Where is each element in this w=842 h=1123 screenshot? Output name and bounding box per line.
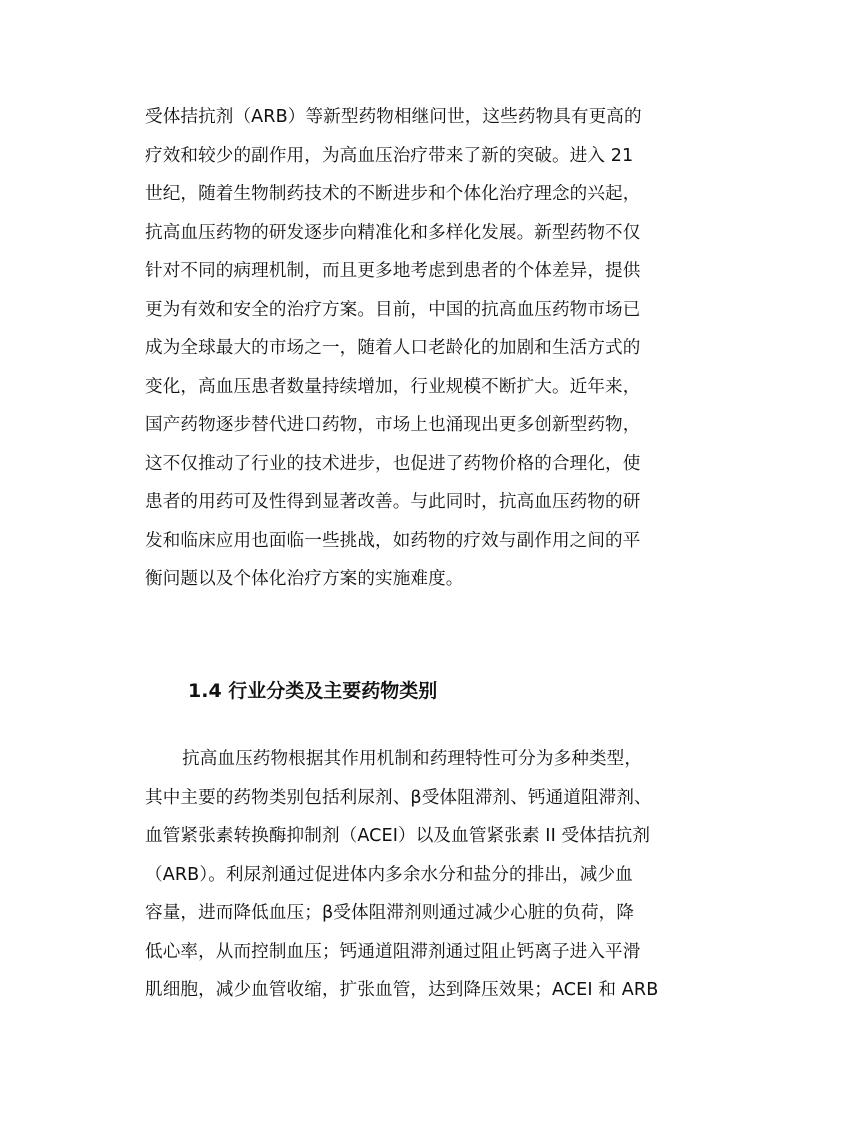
text-line: 变化，高血压患者数量持续增加，行业规模不断扩大。近年来， [145,376,641,397]
text-line: 更为有效和安全的治疗方案。目前，中国的抗高血压药物市场已 [145,299,641,320]
text-line: 其中主要的药物类别包括利尿剂、β受体阻滞剂、钙通道阻滞剂、 [145,787,652,808]
paragraph-drug-categories [145,740,705,1010]
text-line: （ARB）。利尿剂通过促进体内多余水分和盐分的排出，减少血 [145,864,633,885]
text-line: 衡问题以及个体化治疗方案的实施难度。 [145,569,464,589]
text-line: 发和临床应用也面临一些挑战，如药物的疗效与副作用之间的平 [145,530,641,551]
text-line: 这不仅推动了行业的技术进步，也促进了药物价格的合理化，使 [145,453,641,474]
text-line: 低心率，从而控制血压；钙通道阻滞剂通过阻止钙离子进入平滑 [145,941,641,962]
section-heading: 1.4 行业分类及主要药物类别 [188,680,438,702]
text-line: 针对不同的病理机制，而且更多地考虑到患者的个体差异，提供 [145,261,641,281]
text-line: 世纪，随着生物制药技术的不断进步和个体化治疗理念的兴起， [145,184,641,204]
text-line: 疗效和较少的副作用，为高血压治疗带来了新的突破。进入 21 [145,145,634,166]
text-line: 国产药物逐步替代进口药物，市场上也涌现出更多创新型药物， [145,415,641,435]
text-line: 血管紧张素转换酶抑制剂（ACEI）以及血管紧张素 II 受体拮抗剂 [145,826,651,846]
paragraph-history [145,98,705,599]
text-line: 成为全球最大的市场之一，随着人口老龄化的加剧和生活方式的 [145,338,641,358]
text-line: 容量，进而降低血压；β受体阻滞剂则通过减少心脏的负荷，降 [145,903,635,923]
text-line: 抗高血压药物的研发逐步向精准化和多样化发展。新型药物不仅 [145,222,641,243]
text-line: 患者的用药可及性得到显著改善。与此同时，抗高血压药物的研 [145,492,641,512]
text-line: 抗高血压药物根据其作用机制和药理特性可分为多种类型， [182,749,643,769]
text-line: 受体拮抗剂（ARB）等新型药物相继问世，这些药物具有更高的 [145,107,642,127]
text-line: 肌细胞，减少血管收缩，扩张血管，达到降压效果；ACEI 和 ARB [145,980,659,1000]
